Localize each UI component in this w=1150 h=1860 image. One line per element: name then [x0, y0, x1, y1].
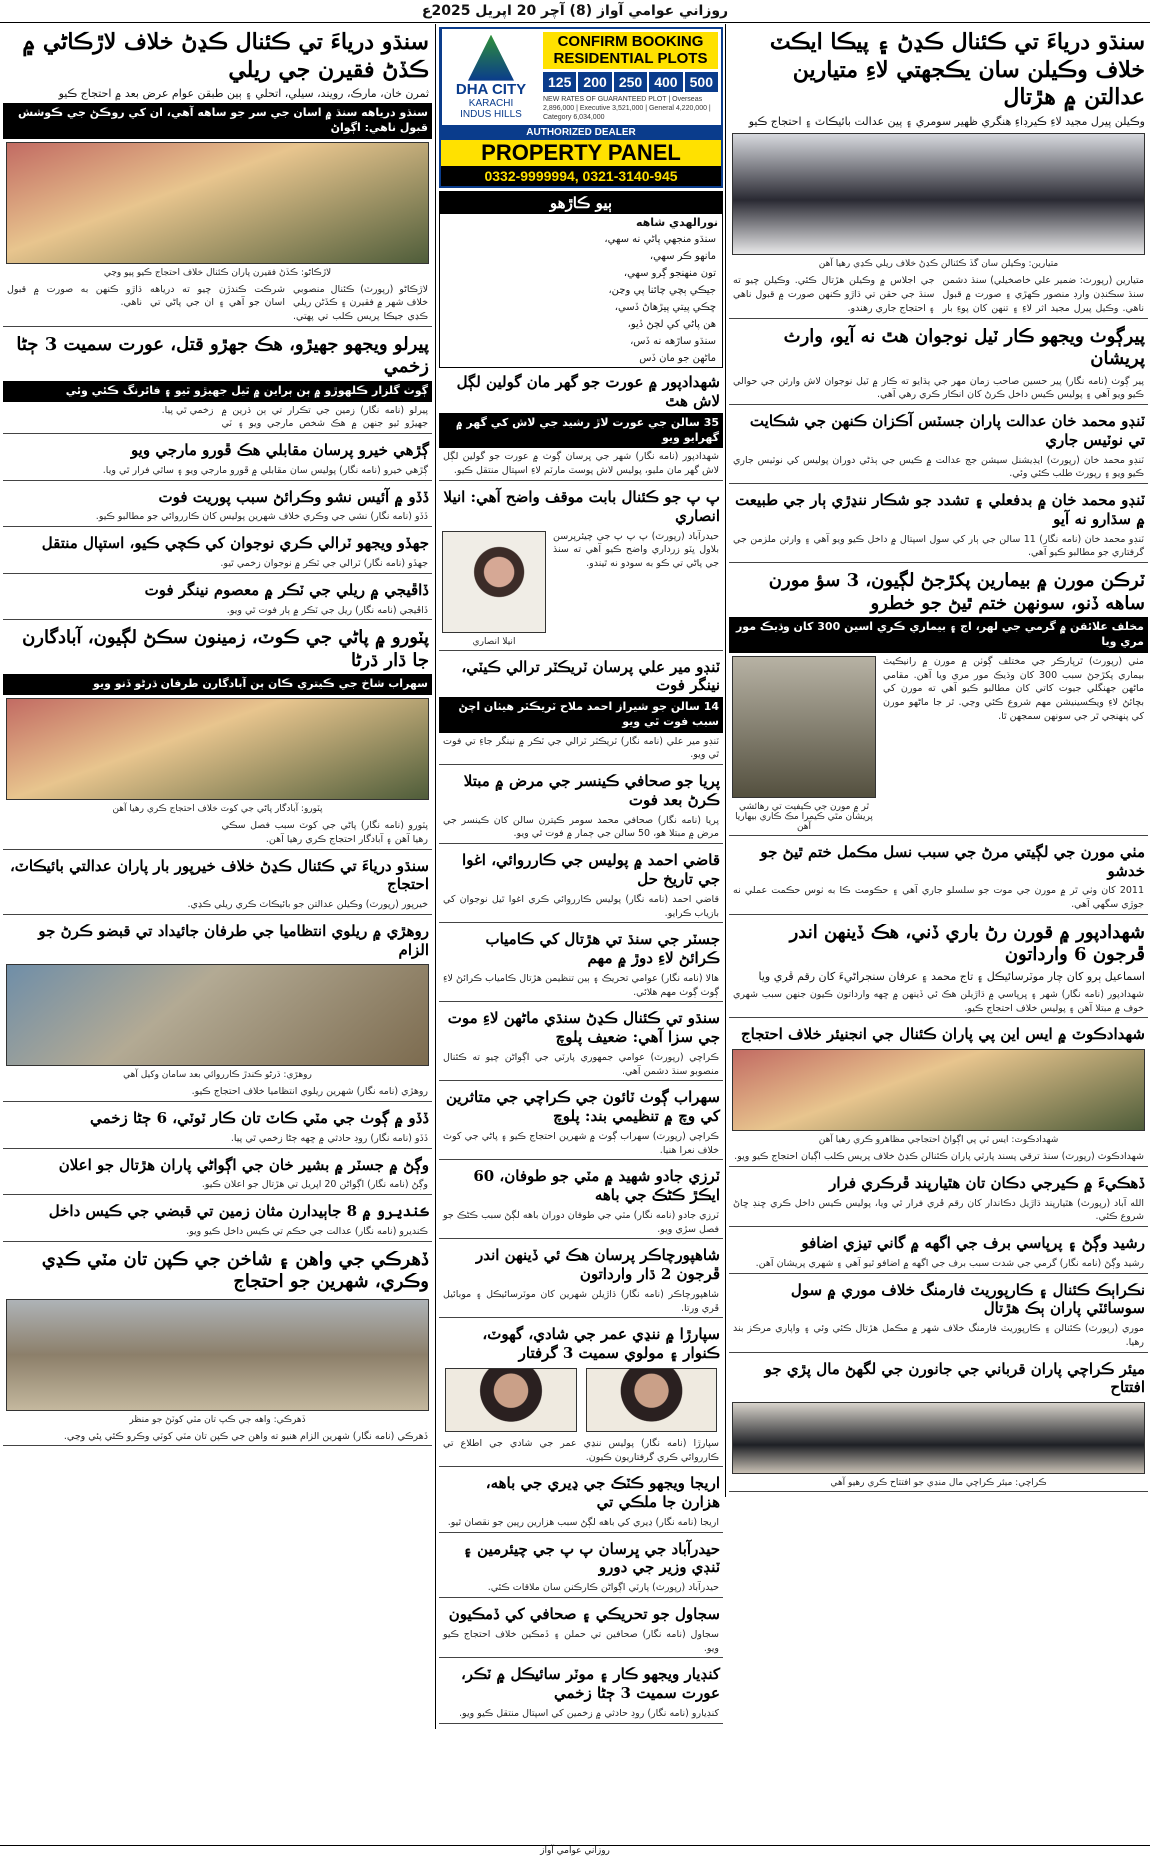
- story-body: حيدرآباد (رپورٽ) پ پ پ جي چيئرپرسن بلاول ڀٽو زرداري واضح ڪيو آهي ته سنڌ جي پاڻي تي ڪو به سودو نه ٿيندو.: [553, 530, 719, 570]
- poem-line: ڇڪي پيتي پيڙهاڻ ڏسي،: [614, 302, 716, 314]
- headline: ڏڏو ۾ آئيس نشو وڪرائڻ سبب پوريت فوت: [158, 487, 429, 506]
- headline: ڏهرڪي جي واهن ۽ شاخن جي ڪپن تان مٽي ڪڍي وڪري، شهرين جو احتجاج: [41, 1248, 429, 1293]
- middle-story-5[interactable]: [439, 849, 723, 923]
- headline: ڪنديرو ۾ 8 جاٻيدارن مثان زمين تي قبضي جي ڪيس داخل: [48, 1202, 429, 1221]
- brand-hills: INDUS HILLS: [460, 108, 522, 120]
- right-feature-2[interactable]: [729, 841, 1148, 915]
- right-story-2[interactable]: [729, 324, 1148, 406]
- portrait-photo: [586, 1368, 718, 1432]
- story-body: ڪراچي (رپورٽ) سهراب ڳوٺ ۾ شهرين احتجاج ڪيو ۽ پاڻي جي کوٽ خلاف نعرا هنيا.: [443, 1130, 719, 1156]
- headline: شهدادپور ۾ عورت جو گهر مان گولين لڳل لاش هٿ: [456, 373, 720, 411]
- middle-story-13[interactable]: [439, 1538, 723, 1598]
- headline: سجاول جو تحريڪي ۽ صحافي کي ڏمڪيون: [448, 1605, 720, 1623]
- story-body: متيارين (رپورٽ: ضمير علي خاصخيلي) سنڌ دشمن سنڌ سڪنڊن وارڊ منصور ڪهڙي ۽ صورت ۾ قبول ناهي. وڪيل پيرل مجيد اثر لاءِ ۽ تنهن کان پوءِ بار جي اجلاس ۾ وڪيلن هڙتال ڪئي. وڪيلن چيو ته سنڌ جي حقن تي ڌاڙو ڪنهن صورت ۾ قبول ناهي ۽ احتجاج جاري رهندو.: [733, 275, 1144, 314]
- middle-story-1[interactable]: [439, 371, 723, 481]
- middle-story-8[interactable]: [439, 1086, 723, 1160]
- story-body: شاهپورچاڪر (نامه نگار) ڌاڙيلن شهرين کان موٽرسائيڪل ۽ موبائيل ڦري ورتا.: [443, 1288, 719, 1314]
- story-body: الله آباد (رپورٽ) هٿيارپند ڌاڙيل دڪاندار کان رقم ڦري فرار ٿي ويا، پوليس ڪيس داخل ڪري ڇنڊ ڇاڻ شروع ڪئي.: [733, 1197, 1144, 1223]
- photo-caption: ڪراچي: ميئر ڪراچي مال منڊي جو افتتاح ڪري رهيو آهي: [830, 1478, 1047, 1489]
- left-story-2[interactable]: [3, 332, 432, 434]
- speaker-photo: [442, 531, 546, 633]
- ad-confirm-banner: CONFIRM BOOKING RESIDENTIAL PLOTS: [543, 32, 718, 69]
- headline: ميئر ڪراچي پاران قرباني جي جانورن جي لگهڻ مال پڙي جو افتتاح: [764, 1359, 1145, 1397]
- left-story-6[interactable]: [3, 579, 432, 621]
- headline: پريا جو صحافي ڪينسر جي مرض ۾ مبتلا ڪرڻ بعد فوت: [463, 772, 720, 809]
- story-body: شهدادپور (نامه نگار) شهر ۽ ڀرپاسي ۾ ڌاڙيلن هڪ ئي ڏينهن ۾ ڇهه وارداتون ڪيون جنهن سبب شهري خوف ۾ مبتلا آهن ۽ پوليس خلاف احتجاج ڪيو.: [733, 988, 1144, 1014]
- poem-line: ماڻهن جو مان ڏس: [639, 353, 716, 365]
- poem-line: مانهو ڪر سهي،: [649, 251, 716, 263]
- brand-name: DHA CITY: [455, 80, 527, 98]
- story-body: رشيد وڳڻ (نامه نگار) گرمي جي شدت سبب برف جي اگهه ۾ اضافو ٿيو آهي ۽ شهري پريشان آهن.: [755, 1257, 1144, 1269]
- photo-caption: انيلا انصاري: [472, 636, 516, 647]
- middle-story-3[interactable]: [439, 656, 723, 766]
- photo-caption: متيارين: وڪيلن سان گڏ ڪئنالن ڪڍڻ خلاف ريلي ڪڍي رهيا آهن: [818, 259, 1059, 270]
- quarry-photo: [6, 1299, 429, 1411]
- headline: سنڌو درياءَ تي ڪئنال ڪڍڻ خلاف لاڙڪاڻي ۾ ڪڏڻ فقيرن جي ريلي: [22, 29, 429, 83]
- right-story-7[interactable]: [729, 1172, 1148, 1227]
- headline-bar: 14 سالن جو شيراز احمد ملاح ٽريڪٽر هيٺان اچڻ سبب فوت ٿي ويو: [439, 697, 723, 733]
- left-column: [0, 24, 435, 1451]
- headline: سنڌو درياءَ تي ڪئنال ڪڍڻ ۽ پيڪا ايڪٽ خلاف وڪيلن سان يڪجهتي لاءِ متيارين عدالتن ۾ هڙتال: [769, 29, 1145, 110]
- photo-caption: شهدادڪوٽ: ايس ٽي پي اڳواڻ احتجاجي مظاهرو ڪري رهيا آهن: [818, 1135, 1059, 1146]
- story-body: پير ڳوٺ (نامه نگار) پير حسين صاحب زمان مهر جي ٻڌايو ته ڪار ۾ ٽيل نوجوان لاش وارثن جي حوالي ڪيو ويو آهي ۽ پوليس ڪيس داخل ڪرڻ کان انڪار ڪري رهي آهي.: [733, 375, 1144, 401]
- panel-title: PROPERTY PANEL: [441, 140, 721, 166]
- plot-sizes: [543, 72, 718, 92]
- poem-line: هن پاڻي کي لڄڻ ڏيو،: [627, 319, 716, 331]
- peacock-feature[interactable]: [729, 568, 1148, 836]
- photo-caption: پٽورو: آبادگار پاڻي جي کوٽ خلاف احتجاج ڪري رهيا آهن: [112, 804, 323, 815]
- ad-info: [540, 29, 721, 125]
- subheadline: وڪيلن پيرل مجيد لاءِ ڪيرڊاءِ هنگري ظهير سومري ۽ پين عدالت بائيڪاٽ ۽ احتجاج ڪيو: [748, 114, 1145, 128]
- middle-story-12[interactable]: [439, 1472, 723, 1532]
- story-body: لاڙڪاڻو (رپورٽ) ڪئنال منصوبي خلاف شهر ۾ فقيرن ۽ ڪڏڻن ريلي ڪڍي جيڪا پريس ڪلب تي پهتي. شرڪت ڪندڙن چيو ته درياهه اسان جو آهي ۽ ان جي پاڻي تي ڌاڙو ڪنهن به صورت ۾ قبول ناهي.: [7, 283, 428, 323]
- poem-line: سنڌو منجهي پاڻي نه سهي،: [604, 234, 716, 246]
- plot-size: 250: [614, 72, 647, 92]
- headline: ڏڏو ۾ ڳوٺ جي مٽي ڪاٽ تان ڪار ٽوٽي، 6 ڄڻا زخمي: [90, 1109, 429, 1128]
- middle-story-14[interactable]: [439, 1603, 723, 1658]
- headline: وڳڻ ۾ جسٽر ۾ بشير خان جي اڳواڻي پاران هڙتال جو اعلان: [58, 1155, 429, 1174]
- headline: جهڏو ويجهو ٽرالي ڪري نوجوان کي ڪچي ڪيو، استپال منتقل: [41, 534, 429, 553]
- rally-photo: [6, 142, 429, 264]
- middle-story-10[interactable]: [439, 1244, 723, 1318]
- poem-line: جيڪي ٻچي چائنا پي وڃن،: [608, 285, 716, 297]
- plot-size: 125: [543, 72, 576, 92]
- story-body: پٽورو (نامه نگار) پاڻي جي کوٽ سبب فصل سڪي رهيا آهن ۽ آبادگار احتجاج ڪري رهيا آهن.: [221, 820, 428, 845]
- left-story-7[interactable]: [3, 625, 432, 849]
- headline: ٽنڊو محمد خان ۾ بدفعلي ۽ تشدد جو شڪار ننڍڙي ٻار جي طبيعت ۾ سڌارو نه آيو: [735, 491, 1145, 528]
- plot-size: 200: [578, 72, 611, 92]
- right-story-3[interactable]: [729, 410, 1148, 484]
- headline: ٽرڪن مورن ۾ بيمارين پکڙجڻ لڳيون، 3 سؤ مورن ساهه ڏنو، سونهن ختم ٿيڻ جو خطرو: [768, 570, 1145, 614]
- farmers-photo: [6, 698, 429, 800]
- story-body: پيرلو (نامه نگار) زمين جي تڪرار تي ٻن ڌرين ۾ جهيڙو ٿيو جنهن ۾ هڪ شخص مارجي ويو ۽ ٽي زخمي ٿي پيا.: [161, 404, 428, 430]
- portrait-photo: [445, 1368, 577, 1432]
- headline: پٽورو ۾ پاڻي جي ڪوٽ، زمينون سڪڻ لڳيون، آبادگارن جا ڌار ڌرڻا: [22, 627, 429, 671]
- middle-column: [435, 24, 726, 1729]
- headline: پيرڳوٺ ويجهو ڪار ٽيل نوجوان هٿ نه آيو، وارث پريشان: [783, 325, 1145, 370]
- left-story-13[interactable]: [3, 1247, 432, 1447]
- middle-story-2[interactable]: [439, 486, 723, 651]
- poem-line: سنڌو ساڙهه نه ڏس،: [630, 336, 716, 348]
- headline: شهدادپور ۾ قورن رڻ باري ڏني، هڪ ڏينهن اندر ڦرجون 6 وارداتون: [789, 921, 1145, 966]
- headline: حيدرآباد جي ڀرسان پ پ جي چيئرمين ۽ ٽنڊي وزير جي دورو: [463, 1539, 720, 1577]
- story-body: جهڏو (نامه نگار) ٽرالي جي ٽڪر ۾ نوجوان زخمي ٿيو.: [220, 557, 428, 569]
- city-logo-icon: [468, 35, 514, 81]
- story-body: ڏهرڪي (نامه نگار) شهرين الزام هنيو ته واهن جي ڪپن تان مٽي کوٽي وڪرو ڪئي پئي وڃي.: [63, 1430, 428, 1442]
- headline: روهڙي ۾ ريلوي انتظاميا جي طرفان جائيداد تي قبضو ڪرڻ جو الزام: [38, 921, 429, 959]
- headline-bar: سهراب شاخ جي ڪيتري ڪان ٻن آبادگارن طرفان ڌرڻو ڏنو ويو: [3, 674, 432, 695]
- story-body: موري (رپورٽ) ڪئنالن ۽ ڪارپوريٽ فارمنگ خلاف شهر ۾ مڪمل هڙتال ڪئي وئي ۽ واپاري مرڪز بند رهيا.: [733, 1323, 1144, 1348]
- middle-story-11[interactable]: [439, 1323, 723, 1467]
- headline: سنڌو تي ڪئنال ڪڍڻ سنڌي ماڻهن لاءِ موت جي سزا آهي: ضعيف پلوچ: [447, 1009, 720, 1047]
- story-body: روهڙي (نامه نگار) شهرين ريلوي انتظاميا خلاف احتجاج ڪيو.: [191, 1086, 428, 1098]
- story-body: 2011 کان وٺي ٿر ۾ مورن جي موت جو سلسلو جاري آهي ۽ حڪومت ڪا به ٺوس حڪمت عملي نه جوڙي سگهي آهي.: [733, 885, 1144, 911]
- headline: اريجا ويجهو ڪٽڪ جي ڍيري جي باهه، هزارن جا ملڪي تي: [485, 1474, 720, 1512]
- photo-caption: لاڙڪاڻو: ڪڏڻ فقيرن پاران ڪئنال خلاف احتجاج ڪيو پيو وڃي: [103, 267, 332, 278]
- headline: ٽرزي جادو شهيد ۾ مٽي جو طوفان، 60 ايڪڙ ڪڻڪ جي باهه: [473, 1167, 720, 1205]
- poem-box: [439, 191, 723, 368]
- headline: نڪراٻڪ ڪئنال ۽ ڪارپوريٽ فارمنگ خلاف موري ۾ سول سوسائٽي پاران ٻڪ هڙتال: [790, 1280, 1145, 1318]
- headline: ڏهڪيءَ ۾ ڪيرجي دڪان تان هٿيارپند ڦرڪري فرار: [829, 1173, 1145, 1192]
- plot-size: 500: [685, 72, 718, 92]
- headline: مٺي مورن جي لڳيتي مرڻ جي سبب نسل مڪمل ختم ٿيڻ جو خدشو: [760, 842, 1145, 880]
- story-body: سپارڙا (نامه نگار) پوليس ننڍي عمر جي شادي جي اطلاع تي ڪارروائي ڪري گرفتاريون ڪيون.: [443, 1437, 719, 1463]
- right-column: [725, 24, 1150, 1497]
- story-body: مٺي (رپورٽ) ٿرپارڪر جي مختلف ڳوٺن ۾ مورن ۾ رانيڪيٽ بيماري پکڙجڻ سبب 300 کان وڌيڪ مور مري ويا آهن. مقامي ماڻهن جهنگلي جيوت کاتي کان مطالبو ڪيو آهي ته مورن کي بچائڻ لاءِ ويڪسينيشن مهم شروع ڪئي وڃي. ٿر جا ماڻهو مورن کي پنهنجي ٿر جي سونهن سمجهن ٿا.: [883, 655, 1145, 722]
- headline-bar: سنڌو درياهه سنڌ ۾ اسان جي سر جو ساهه آهي، ان کي روڪڻ جي ڪوشش قبول ناهي: اڳواڻ: [3, 103, 432, 139]
- headline: رشيد وڳڻ ۽ پرپاسي برف جي اگهه ۾ گاني تيزي اضافو: [801, 1234, 1145, 1253]
- middle-story-9[interactable]: [439, 1165, 723, 1239]
- page-footer: روزاني عوامي آواز: [0, 1845, 1150, 1860]
- story-body: ڪنديرو (نامه نگار) عدالت جي حڪم تي ڪيس داخل ڪيو ويو.: [186, 1225, 428, 1237]
- story-body: حيدرآباد (رپورٽ) پارٽي اڳواڻن ڪارڪنن سان ملاقات ڪئي.: [487, 1582, 719, 1594]
- brand-sub: KARACHI: [468, 97, 514, 109]
- right-story-10[interactable]: [729, 1358, 1148, 1493]
- right-story-6[interactable]: [729, 1023, 1148, 1167]
- left-story-4[interactable]: [3, 486, 432, 528]
- story-body: ٽرزي جادو (نامه نگار) مٽي جي طوفان دوران باهه لڳڻ سبب ڪڻڪ جو فصل سڙي ويو.: [443, 1209, 719, 1235]
- rates-table: NEW RATES OF GUARANTEED PLOT | Overseas 2,896,000 | Executive 3,521,000 | General 4,220,000 | Category 6,034,000: [543, 96, 711, 122]
- headline: جسٽر جي سنڌ تي هڙتال کي ڪامياب ڪرائڻ لاءِ دوڙ ۾ مهم: [485, 930, 720, 968]
- peacock-photo: [732, 656, 876, 798]
- subheadline: اسماعيل ٻرو کان چار موٽرسائيڪل ۽ تاج محمد ۽ عرفان سنجراڻيءَ کان رقم ڦري ويا: [758, 969, 1145, 983]
- photo-caption: ٿر ۾ مورن جي ڪيفيت تي رهائشي پريشان مٿي ڪيمرا مڪ ڪاري بيهاريا آهن: [735, 801, 873, 832]
- headline: کنڊيار ويجهو ڪار ۽ موٽر سائيڪل ۾ ٽڪر، عورت سميت 3 ڄڻا زخمي: [460, 1665, 720, 1703]
- story-body: ڏڏو (نامه نگار) روڊ حادثي ۾ ڇهه ڄڻا زخمي ٿي پيا.: [230, 1132, 428, 1144]
- story-body: کنڊيارو (نامه نگار) روڊ حادثي ۾ زخمين کي اسپتال منتقل ڪيو ويو.: [459, 1707, 719, 1719]
- subheadline: ثمرن خان، مارڪ، رويند، سيلي، اتحلي ۽ ٻين طبقن عوام عرض بعد ۾ احتجاج ڪيو: [58, 87, 429, 100]
- headline: شاهپورچاڪر پرسان هڪ ئي ڏينهن اندر ڦرجون 2 ڌار وارداتون: [476, 1246, 720, 1284]
- left-story-8[interactable]: [3, 855, 432, 915]
- dha-logo: [441, 29, 540, 125]
- headline: ٽنڊو محمد خان عدالت پاران جسٽس آڪزان ڪنهن جي شڪايت تي نوٽيس جاري: [749, 412, 1145, 449]
- story-body: ٽنڊو محمد خان (رپورٽ) ايڊيشنل سيشن جج عدالت ۾ ڪيس جي ٻڌڻي دوران پوليس کي نوٽيس جاري ڪيو ويو ۽ رپورٽ طلب ڪئي وئي.: [733, 454, 1144, 480]
- court-photo: [732, 133, 1145, 255]
- protest-photo: [732, 1049, 1145, 1131]
- property-ad[interactable]: [439, 27, 723, 188]
- story-body: شهدادڪوٽ (رپورٽ) سنڌ ترقي پسند پارٽي پاران ڪئنالن ڪڍڻ خلاف پريس ڪلب اڳيان احتجاج ڪيو ويو.: [734, 1151, 1144, 1163]
- poem-title: ٻيو ڪاڙهو: [440, 192, 722, 214]
- middle-story-7[interactable]: [439, 1007, 723, 1081]
- photo-caption: روهڙي: ڌرڻو ڪندڙ ڪارروائي بعد سامان وکيل آهي: [123, 1070, 312, 1081]
- left-story-12[interactable]: [3, 1200, 432, 1242]
- right-story-5[interactable]: [729, 920, 1148, 1018]
- middle-story-15[interactable]: [439, 1663, 723, 1723]
- story-body: قاضي احمد (نامه نگار) پوليس ڪارروائي ڪري اغوا ٿيل نوجوان کي بازياب ڪرايو.: [443, 893, 719, 919]
- story-body: ٽنڊو محمد خان (نامه نگار) 11 سالن جي ٻار کي سول اسپتال ۾ داخل ڪيو ويو آهي ۽ وارثن ملزمن جي گرفتاري جو مطالبو ڪيو آهي.: [733, 533, 1144, 559]
- headline: ڏاڦيجي ۾ ريلي جي ٽڪر ۾ معصوم نينگر فوت: [144, 580, 429, 599]
- dealer-label: AUTHORIZED DEALER: [441, 125, 721, 140]
- right-story-9[interactable]: [729, 1279, 1148, 1353]
- headline: سهراب ڳوٺ ٽائون جي ڪراچي جي متاثرين کي وچ ۾ تنظيمي بند: پلوچ: [445, 1088, 720, 1126]
- ad-phones[interactable]: 0332-9999994, 0321-3140-945: [441, 166, 721, 186]
- left-lead-story[interactable]: [3, 27, 432, 327]
- headline: سپارڙا ۾ ننڍي عمر جي شادي، گهوٽ، ڪنوار ۽ مولوي سميت 3 گرفتار: [482, 1325, 720, 1363]
- headline: سنڌو درياءَ تي ڪئنال ڪڍڻ خلاف خيرپور بار پاران عدالتي بائيڪاٽ، احتجاج: [9, 856, 429, 894]
- poem-line: تون منهنجو ڳرو سهي،: [623, 268, 716, 280]
- story-body: شهدادپور (نامه نگار) شهر جي ڀرسان ڳوٺ ۾ عورت جو گولين لڳل لاش گهر مان مليو، پوليس لاش پوسٽ مارٽم لاءِ اسپتال منتقل ڪيو.: [443, 451, 719, 477]
- headline: شهدادڪوٽ ۾ ايس اين پي پاران ڪئنال جي انجنيئر خلاف احتجاج: [740, 1025, 1145, 1044]
- left-story-9[interactable]: [3, 920, 432, 1102]
- plot-size: 400: [649, 72, 682, 92]
- headline-bar: مخلف علائقن ۾ گرمي جي لهر، اڄ ۽ بيماري ڪري اسين 300 کان وڌيڪ مور مري ويا: [729, 617, 1148, 653]
- right-lead-story[interactable]: [729, 27, 1148, 319]
- story-body: خيرپور (رپورٽ) وڪيلن عدالتن جو بائيڪاٽ ڪري ريلي ڪڍي.: [187, 899, 428, 911]
- headline: قاضي احمد ۾ پوليس جي ڪارروائي، اغوا جي تاريخ حل: [462, 851, 720, 888]
- right-story-4[interactable]: [729, 489, 1148, 563]
- debris-photo: [6, 964, 429, 1066]
- left-story-10[interactable]: [3, 1107, 432, 1149]
- story-body: ڪراچي (رپورٽ) عوامي جمهوري پارٽي جي اڳواڻن چيو ته ڪئنال منصوبو سنڌ دشمن آهي.: [443, 1051, 719, 1077]
- story-body: ٽنڊو مير علي (نامه نگار) ٽريڪٽر ٽرالي جي ٽڪر ۾ نينگر جاءِ تي فوت ٿي ويو.: [443, 735, 719, 761]
- poem-author: نورالهدي شاهه: [635, 216, 718, 230]
- story-body: وڳڻ (نامه نگار) اڳواڻن 20 اپريل تي هڙتال جو اعلان ڪيو.: [201, 1179, 428, 1191]
- headline-bar: ڳوٺ گلزار ڪلهوڙو ۾ ٻن ٻراين ۾ ٿيل جهيڙو ٿيو ۽ فائرنگ ڪئي وئي: [3, 381, 432, 402]
- story-body: هالا (نامه نگار) عوامي تحريڪ ۽ ٻين تنظيمن هڙتال ڪامياب ڪرائڻ لاءِ ڳوٺ ڳوٺ مهم هلائي.: [443, 972, 719, 998]
- photo-caption: ڏهرڪي: واهه جي ڪپ تان مٽي کوٽڻ جو منظر: [129, 1414, 306, 1425]
- left-story-5[interactable]: [3, 532, 432, 574]
- headline: پ پ جو ڪئنال بابت موقف واضح آهي: انيلا انصاري: [443, 488, 720, 525]
- headline: پيرلو ويجهو جهيڙو، هڪ جهڙو قتل، عورت سميت 3 ڄڻا زخمي: [16, 333, 429, 378]
- page-masthead: روزاني عوامي آواز (8) آچر 20 اپريل 2025ع: [0, 0, 1150, 23]
- middle-story-4[interactable]: [439, 770, 723, 844]
- headline: ٽنڊو مير علي پرسان ٽريڪٽر ترالي ڪيٽي، نينگر فوت: [461, 657, 720, 695]
- right-story-8[interactable]: [729, 1232, 1148, 1274]
- story-body: ڳڙهي خيرو (نامه نگار) پوليس سان مقابلي ۾ ڦورو مارجي ويو ۽ ساٿي فرار ٿي ويا.: [102, 464, 428, 476]
- story-body: اريجا (نامه نگار) ڍيري کي باهه لڳڻ سبب هزارين رپين جو نقصان ٿيو.: [447, 1516, 719, 1528]
- story-body: ڏڏو (نامه نگار) نشي جي وڪري خلاف شهرين پوليس کان ڪارروائي جو مطالبو ڪيو.: [95, 511, 428, 523]
- left-story-11[interactable]: [3, 1154, 432, 1196]
- middle-story-6[interactable]: [439, 928, 723, 1002]
- headline: ڳڙهي خيرو پرسان مقابلي هڪ ڦورو مارجي ويو: [130, 441, 429, 460]
- story-body: ڏاڦيجي (نامه نگار) ريل جي ٽڪر ۾ ٻار فوت ٿي ويو.: [226, 604, 428, 616]
- left-story-3[interactable]: [3, 439, 432, 481]
- story-body: پريا (نامه نگار) صحافي محمد سومر ڪيترن سالن کان ڪينسر جي مرض ۾ مبتلا هو، 50 سالن جي ڄمار ۾ فوت ٿي ويو.: [443, 814, 719, 840]
- story-body: سجاول (نامه نگار) صحافين تي حملن ۽ ڏمڪين خلاف احتجاج ڪيو ويو.: [443, 1628, 719, 1654]
- ceremony-photo: [732, 1402, 1145, 1474]
- headline-bar: 35 سالن جي عورت لاڙ رشيد جي لاش کي گهر ۾ گهرايو ويو: [439, 413, 723, 449]
